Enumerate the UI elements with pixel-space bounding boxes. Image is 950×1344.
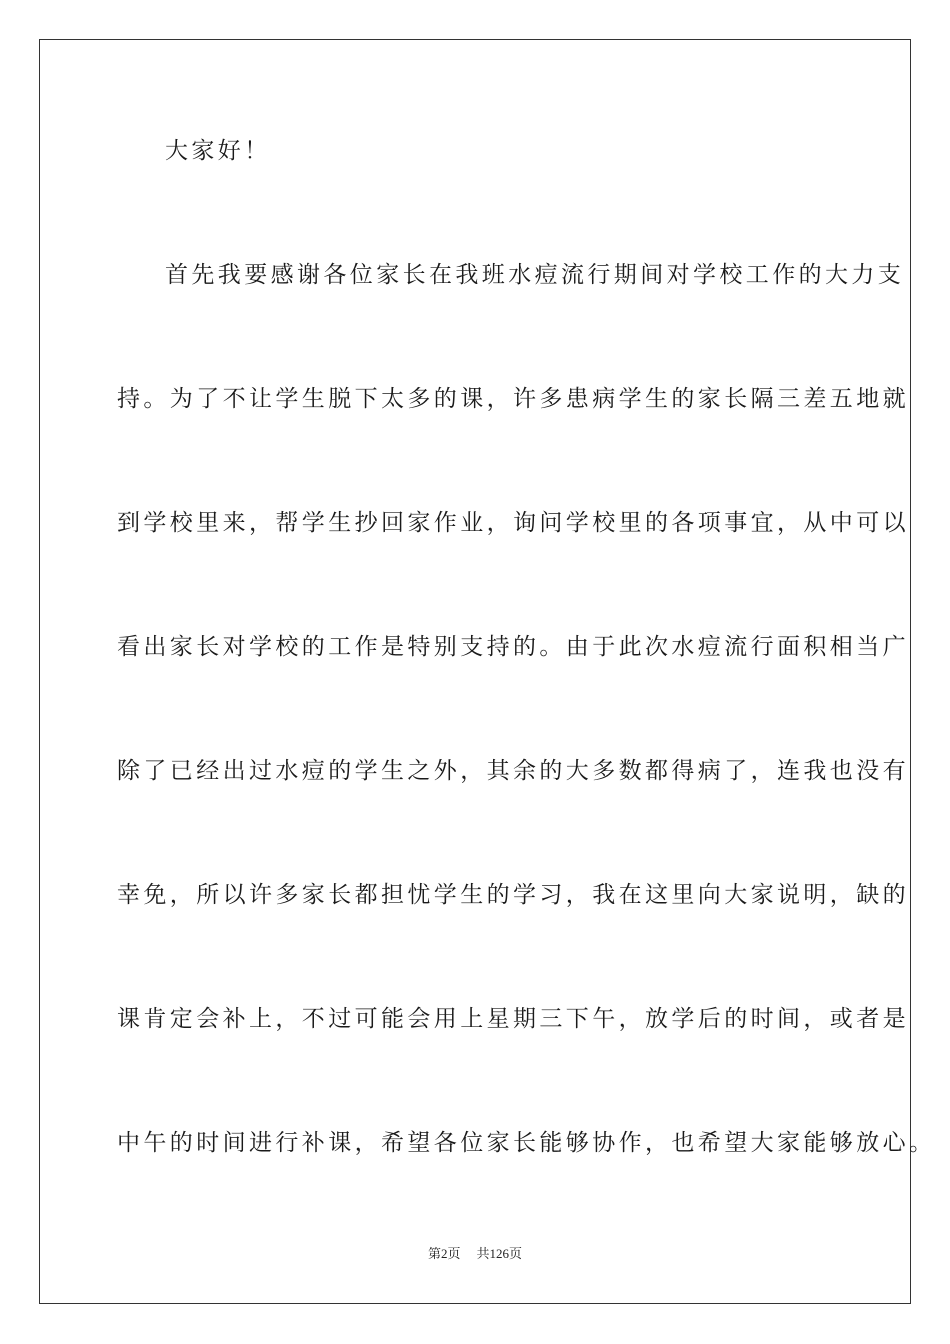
body-line-7: 课肯定会补上，不过可能会用上星期三下午，放学后的时间，或者是 <box>117 1006 909 1032</box>
greeting-line: 大家好！ <box>165 138 271 164</box>
body-line-1: 首先我要感谢各位家长在我班水痘流行期间对学校工作的大力支 <box>165 262 905 288</box>
body-line-2: 持。为了不让学生脱下太多的课，许多患病学生的家长隔三差五地就 <box>117 386 909 412</box>
page-total: 共126页 <box>476 1246 523 1261</box>
page-border <box>39 39 936 1304</box>
page-footer <box>0 1245 950 1263</box>
body-line-3: 到学校里来，帮学生抄回家作业，询问学校里的各项事宜，从中可以 <box>117 510 909 536</box>
body-line-6: 幸免，所以许多家长都担忧学生的学习，我在这里向大家说明，缺的 <box>117 882 909 908</box>
body-line-4: 看出家长对学校的工作是特别支持的。由于此次水痘流行面积相当广 <box>117 634 909 660</box>
body-line-8: 中午的时间进行补课，希望各位家长能够协作，也希望大家能够放心。 <box>117 1130 936 1156</box>
body-line-5: 除了已经出过水痘的学生之外，其余的大多数都得病了，连我也没有 <box>117 758 909 784</box>
page-number: 第2页 <box>427 1246 461 1261</box>
